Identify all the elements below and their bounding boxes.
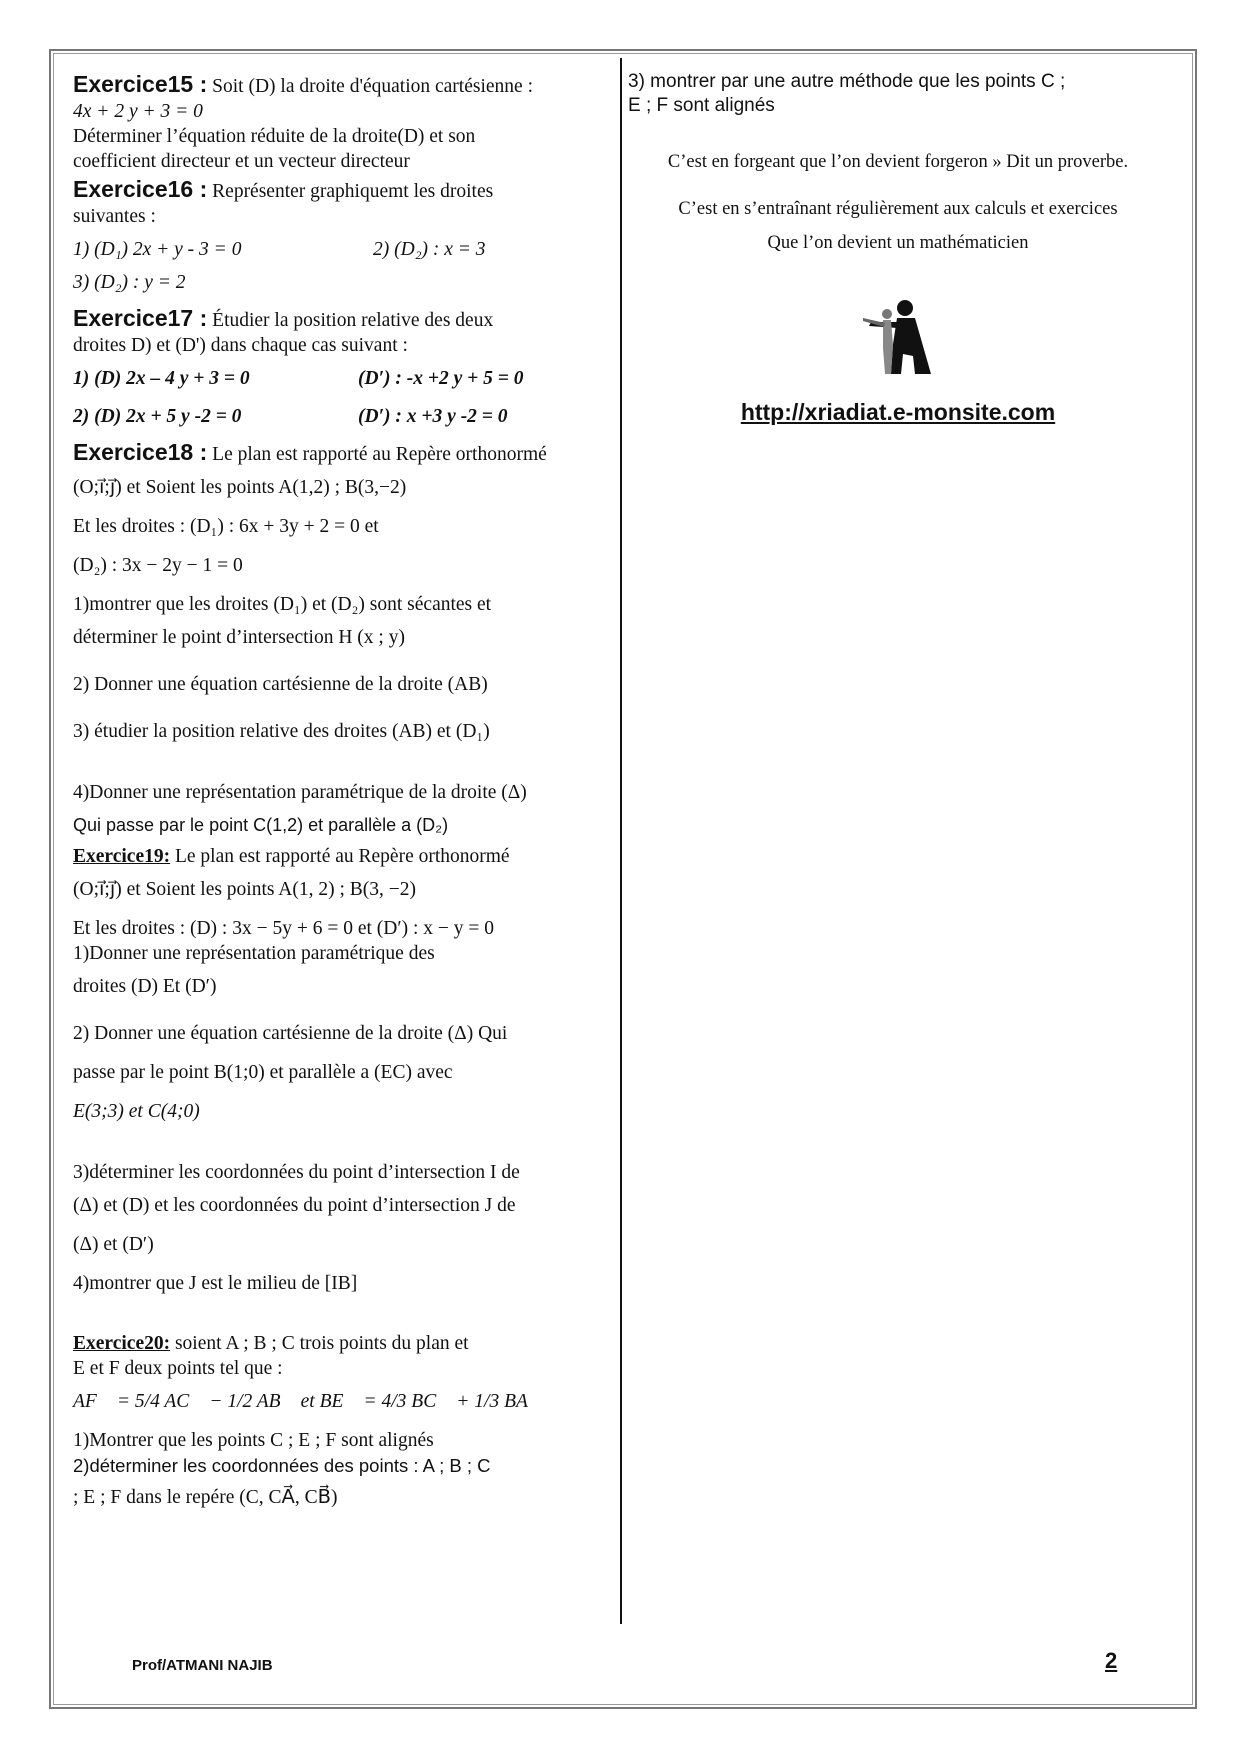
ex19-heading xyxy=(73,845,618,870)
proverb-line2: C’est en s’entraînant régulièrement aux calculs et exercices xyxy=(678,199,1118,220)
right-column xyxy=(628,70,1168,450)
ex18-q1-line1: 1)montrer que les droites (D₁) et (D₂) sont sécantes et xyxy=(73,594,492,616)
ex16-intro-line2: suivantes : xyxy=(73,205,156,227)
ex18-points: (O;i⃗;j⃗) et Soient les points A(1,2) ; B(3,−2) xyxy=(73,477,407,499)
ex18-lines-1: Et les droites : (D₁) : 6x + 3y + 2 = 0 et xyxy=(73,516,379,538)
ex15-question-line2: coefficient directeur et un vecteur directeur xyxy=(73,150,410,172)
ex17-title: Exercice17 : xyxy=(73,304,208,331)
ex16-heading xyxy=(73,175,618,205)
ex20-intro: soient A ; B ; C trois points du plan et xyxy=(174,1333,469,1355)
ex17-case2 xyxy=(73,405,618,430)
ex19-q4: 4)montrer que J est le milieu de [IB] xyxy=(73,1272,358,1294)
ex18-heading xyxy=(73,438,618,468)
ex18-q1-line2: déterminer le point d’intersection H (x ; y) xyxy=(73,627,405,649)
footer-page-number: 2 xyxy=(1105,1648,1118,1673)
ex19-q2-line3: E(3;3) et C(4;0) xyxy=(73,1100,200,1122)
ex16-line-d2: 2) (D₂) : x = 3 xyxy=(373,238,486,260)
ex19-q2-line2: passe par le point B(1;0) et parallèle a (EC) avec xyxy=(73,1061,453,1083)
ex17-heading xyxy=(73,304,618,334)
ex18-q4-line1: 4)Donner une représentation paramétrique de la droite (Δ) xyxy=(73,782,527,804)
ex17-case2-dprime: (D′) : x +3 y -2 = 0 xyxy=(358,406,508,428)
ex20-q1: 1)Montrer que les points C ; E ; F sont alignés xyxy=(73,1430,434,1452)
ex19-title: Exercice19: xyxy=(73,846,171,868)
ex15-intro: Soit (D) la droite d'équation cartésienne : xyxy=(212,76,533,97)
ex15-title: Exercice15 : xyxy=(73,71,208,97)
parent-child-silhouette-icon xyxy=(853,296,943,386)
ex19-q2-line1: 2) Donner une équation cartésienne de la droite (Δ) Qui xyxy=(73,1022,508,1044)
ex19-intro: Le plan est rapporté au Repère orthonormé xyxy=(174,846,510,868)
ex17-intro: Étudier la position relative des deux xyxy=(212,309,494,331)
ex18-lines-2: (D₂) : 3x − 2y − 1 = 0 xyxy=(73,555,243,577)
column-divider xyxy=(620,58,622,1624)
left-column xyxy=(73,70,618,1511)
ex17-case1 xyxy=(73,367,618,392)
ex16-lines-row1 xyxy=(73,238,618,263)
ex18-q4-line2: Qui passe par le point C(1,2) et parallèle a (D₂) xyxy=(73,815,449,836)
proverb-line3: Que l’on devient un mathématicien xyxy=(767,232,1029,253)
ex17-intro-line2: droites D) et (D') dans chaque cas suivant : xyxy=(73,334,408,356)
ex19-q3-line3: (Δ) et (D′) xyxy=(73,1233,154,1255)
ex16-title: Exercice16 : xyxy=(73,175,208,202)
ex17-case1-dprime: (D′) : -x +2 y + 5 = 0 xyxy=(358,367,524,389)
ex17-case1-d: 1) (D) 2x – 4 y + 3 = 0 xyxy=(73,367,250,389)
ex19-points: (O;i⃗;j⃗) et Soient les points A(1, 2) ; B(3, −2) xyxy=(73,879,417,900)
ex20-intro-line2: E et F deux points tel que : xyxy=(73,1358,283,1380)
ex16-intro: Représenter graphiquemt les droites xyxy=(212,180,494,202)
website-link[interactable]: http://xriadiat.e-monsite.com xyxy=(740,398,1056,425)
ex18-q2: 2) Donner une équation cartésienne de la droite (AB) xyxy=(73,674,488,696)
ex20-vector-relations: AF⃗ = 5/4 AC⃗ − 1/2 AB⃗ et BE⃗ = 4/3 BC⃗ + 1/3 BA⃗ xyxy=(73,1391,544,1413)
ex20-q3-line2: E ; F sont alignés xyxy=(628,95,775,117)
ex18-title: Exercice18 : xyxy=(73,439,208,466)
ex19-q1-line2: droites (D) Et (D′) xyxy=(73,975,217,997)
ex15-equation: 4x + 2 y + 3 = 0 xyxy=(73,100,203,122)
ex19-q3-line2: (Δ) et (D) et les coordonnées du point d’intersection J de xyxy=(73,1194,516,1216)
ex15-heading xyxy=(73,70,618,100)
ex20-q2-line1: 2)déterminer les coordonnées des points : A ; B ; C xyxy=(73,1455,491,1477)
footer-author: Prof/ATMANI NAJIB xyxy=(132,1657,273,1674)
ex15-question-line1: Déterminer l’équation réduite de la droite(D) et son xyxy=(73,125,476,147)
ex18-intro: Le plan est rapporté au Repère orthonormé xyxy=(212,444,547,466)
ex16-line-d1: 1) (D₁) 2x + y - 3 = 0 xyxy=(73,238,242,260)
ex19-q1-line1: 1)Donner une représentation paramétrique des xyxy=(73,942,435,964)
proverb-line1: C’est en forgeant que l’on devient forgeron » Dit un proverbe. xyxy=(667,151,1129,172)
ex17-case2-d: 2) (D) 2x + 5 y -2 = 0 xyxy=(73,406,242,428)
ex16-line-d3: 3) (D₂) : y = 2 xyxy=(73,271,186,293)
ex19-lines: Et les droites : (D) : 3x − 5y + 6 = 0 et (D′) : x − y = 0 xyxy=(73,917,495,939)
ex19-q3-line1: 3)déterminer les coordonnées du point d’intersection I de xyxy=(73,1161,520,1183)
ex20-q2-line2: ; E ; F dans le repére (C, CA⃗, CB⃗) xyxy=(73,1486,338,1508)
ex18-q3: 3) étudier la position relative des droites (AB) et (D₁) xyxy=(73,721,490,743)
ex20-heading xyxy=(73,1332,618,1357)
ex20-q3-line1: 3) montrer par une autre méthode que les points C ; xyxy=(628,71,1066,92)
ex20-title: Exercice20: xyxy=(73,1333,171,1355)
